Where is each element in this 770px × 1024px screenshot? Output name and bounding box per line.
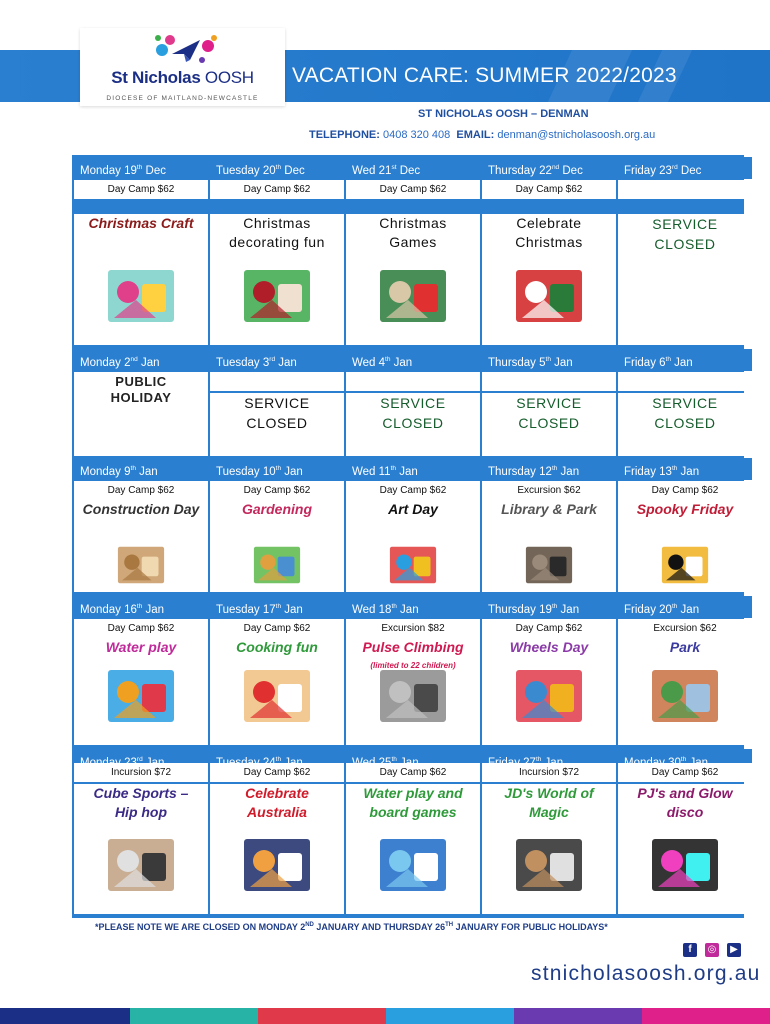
day-header: th: [482, 749, 616, 771]
phone-number[interactable]: 0408 320 408: [382, 129, 451, 141]
price-cell: Day Camp $62: [74, 481, 208, 500]
cupcake-image: [242, 265, 312, 327]
activity-cell: [210, 638, 344, 745]
activity-cell: [482, 500, 616, 592]
water-image: [106, 665, 176, 727]
logo-diocese: DIOCESE OF MAITLAND-NEWCASTLE: [106, 95, 259, 102]
youtube-icon[interactable]: ▶: [727, 943, 741, 957]
price-cell: Day Camp $62: [210, 481, 344, 500]
activity-cell: [618, 500, 752, 592]
activity-cell: [346, 784, 480, 914]
art-image: [378, 544, 448, 586]
activity-cell: [346, 500, 480, 592]
day-header: Monday 16th Jan: [74, 596, 208, 618]
contact-line: [309, 129, 655, 141]
activity-title: Christmas Craft: [88, 215, 194, 231]
instagram-icon[interactable]: ◎: [705, 943, 719, 957]
color-segment: [258, 1008, 386, 1024]
day-header: Monday 19th Dec: [74, 157, 208, 179]
day-header: Thursday 22nd Dec: [482, 157, 616, 179]
activity-cell: [74, 638, 208, 745]
activity-title: Cooking fun: [236, 639, 318, 655]
service-closed-label: SERVICE CLOSED: [380, 395, 446, 431]
activity-title: Cube Sports – Hip hop: [93, 785, 189, 820]
day-header: Tuesday 10th Jan: [210, 458, 344, 480]
magician-image: [514, 834, 584, 896]
climbing-image: [378, 665, 448, 727]
color-segment: [642, 1008, 770, 1024]
activity-title: Water play: [105, 639, 177, 655]
activity-cell: [74, 214, 208, 345]
day-header: th: [210, 749, 344, 771]
price-cell: Day Camp $62: [346, 481, 480, 500]
day-header: Wed 4th Jan: [346, 349, 480, 371]
color-segment: [514, 1008, 642, 1024]
craft-image: [106, 265, 176, 327]
price-cell: Day Camp $62: [618, 763, 752, 782]
page-subtitle: ST NICHOLAS OOSH – DENMAN: [418, 108, 589, 120]
service-closed-label: SERVICE CLOSED: [244, 395, 310, 431]
activity-cell: [482, 393, 616, 456]
activity-cell: [618, 214, 752, 345]
price-cell: Day Camp $62: [74, 180, 208, 199]
day-header: Friday 23rd Dec: [618, 157, 752, 179]
price-cell: Incursion $72: [74, 763, 208, 782]
activity-cell: [618, 784, 752, 914]
public-holiday-note: *PLEASE NOTE WE ARE CLOSED ON MONDAY 2ND JANUARY AND THURSDAY 26TH JANUARY FOR PUBLIC HOLIDAYS*: [95, 922, 608, 932]
day-header: rd: [74, 749, 208, 771]
activity-title: PUBLIC HOLIDAY: [110, 374, 172, 405]
activity-title: Construction Day: [82, 501, 200, 517]
service-closed-label: SERVICE CLOSED: [516, 395, 582, 431]
christmas-tree-image: [378, 265, 448, 327]
park-image: [650, 665, 720, 727]
day-header: th: [346, 749, 480, 771]
logo-name: St Nicholas OOSH: [111, 68, 254, 87]
price-cell: Excursion $62: [618, 619, 752, 638]
email-label: EMAIL:: [456, 129, 495, 141]
price-cell: Day Camp $62: [210, 619, 344, 638]
day-header: Monday 2nd Jan: [74, 349, 208, 371]
price-cell: Day Camp $62: [210, 180, 344, 199]
bottom-color-bar: [0, 1008, 770, 1024]
activity-title: Celebrate Christmas: [515, 215, 583, 250]
day-header: Tuesday 3rd Jan: [210, 349, 344, 371]
day-header: Monday 9th Jan: [74, 458, 208, 480]
activity-cell: [210, 214, 344, 345]
activity-title: Library & Park: [501, 501, 597, 517]
activity-title: PJ's and Glow disco: [637, 785, 733, 820]
activity-title: Celebrate Australia: [245, 785, 309, 820]
price-cell: Day Camp $62: [618, 481, 752, 500]
activity-cell: [346, 214, 480, 345]
price-cell: Incursion $72: [482, 763, 616, 782]
activity-cell: [74, 500, 208, 592]
phone-label: TELEPHONE:: [309, 129, 380, 141]
website-url[interactable]: stnicholasoosh.org.au: [531, 962, 761, 985]
price-cell: Day Camp $62: [482, 619, 616, 638]
activity-title: Art Day: [388, 501, 438, 517]
price-cell: Day Camp $62: [74, 619, 208, 638]
service-closed-label: SERVICE CLOSED: [652, 395, 718, 431]
activity-cell: [210, 784, 344, 914]
activity-cell: [346, 638, 480, 745]
paper-plane-logo-icon: [150, 32, 220, 68]
cooking-image: [242, 665, 312, 727]
facebook-icon[interactable]: f: [683, 943, 697, 957]
library-image: [514, 544, 584, 586]
gardening-image: [242, 544, 312, 586]
opera-house-image: [242, 834, 312, 896]
color-segment: [386, 1008, 514, 1024]
activity-cell: [482, 784, 616, 914]
color-segment: [0, 1008, 130, 1024]
activity-cell: [618, 393, 752, 456]
page-title: VACATION CARE: SUMMER 2022/2023: [292, 64, 677, 87]
social-links: [683, 943, 743, 959]
price-cell: [618, 372, 752, 391]
day-header: Wed 11th Jan: [346, 458, 480, 480]
day-header: Wed 18th Jan: [346, 596, 480, 618]
glow-image: [650, 834, 720, 896]
activity-cell: [618, 638, 752, 745]
activity-cell: [346, 393, 480, 456]
price-cell: Excursion $82: [346, 619, 480, 638]
price-cell: Day Camp $62: [210, 763, 344, 782]
activity-note: (limited to 22 children): [370, 661, 456, 670]
activity-title: Park: [669, 639, 701, 655]
wheels-image: [514, 665, 584, 727]
price-cell: [618, 180, 752, 199]
email-link[interactable]: denman@stnicholasoosh.org.au: [497, 129, 656, 141]
activity-title: Wheels Day: [509, 639, 589, 655]
day-header: Thursday 12th Jan: [482, 458, 616, 480]
dance-image: [106, 834, 176, 896]
day-header: Friday 6th Jan: [618, 349, 752, 371]
activity-title: Gardening: [241, 501, 312, 517]
day-header: Thursday 5th Jan: [482, 349, 616, 371]
cat-image: [650, 544, 720, 586]
day-header: Tuesday 17th Jan: [210, 596, 344, 618]
blocks-image: [106, 544, 176, 586]
activity-cell: [482, 214, 616, 345]
splash-image: [378, 834, 448, 896]
day-header: Friday 13th Jan: [618, 458, 752, 480]
price-cell: Day Camp $62: [482, 180, 616, 199]
activity-title: Water play and board games: [363, 785, 463, 820]
activity-cell: [482, 638, 616, 745]
activity-cell: [210, 393, 344, 456]
activity-title: JD's World of Magic: [504, 785, 594, 820]
price-cell: Day Camp $62: [346, 763, 480, 782]
day-header: Friday 20th Jan: [618, 596, 752, 618]
stocking-image: [514, 265, 584, 327]
activity-title: Spooky Friday: [636, 501, 734, 517]
price-cell: [346, 372, 480, 391]
activity-cell: [74, 784, 208, 914]
activity-title: Christmas Games: [379, 215, 447, 250]
logo: [80, 28, 285, 106]
price-cell: [210, 372, 344, 391]
price-cell: [482, 372, 616, 391]
activity-cell: [74, 372, 208, 456]
activity-title: Christmas decorating fun: [229, 215, 325, 250]
price-cell: Excursion $62: [482, 481, 616, 500]
activity-title: Pulse Climbing: [362, 639, 464, 655]
activity-cell: [210, 500, 344, 592]
day-header: Tuesday 20th Dec: [210, 157, 344, 179]
service-closed-label: SERVICE CLOSED: [652, 216, 718, 252]
color-segment: [130, 1008, 258, 1024]
day-header: Thursday 19th Jan: [482, 596, 616, 618]
calendar-grid: [72, 155, 744, 918]
day-header: Wed 21st Dec: [346, 157, 480, 179]
price-cell: Day Camp $62: [346, 180, 480, 199]
day-header: th: [618, 749, 752, 771]
